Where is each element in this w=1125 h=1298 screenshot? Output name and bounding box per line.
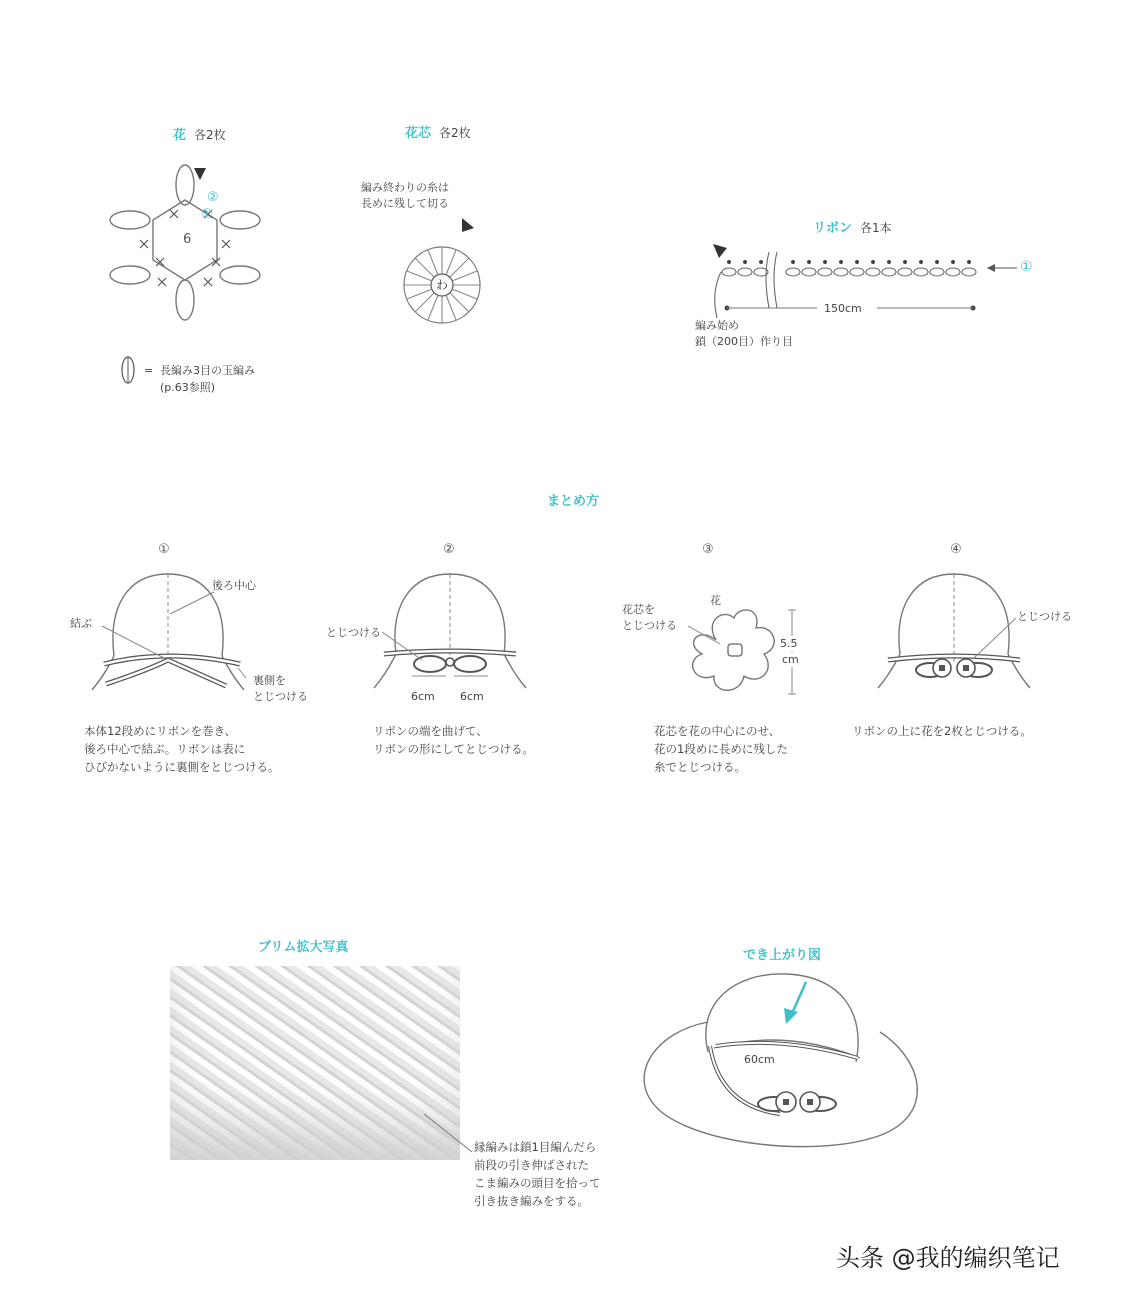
ribbon-chart (705, 240, 995, 330)
step-2-label-6cm-right: 6cm (460, 690, 484, 703)
step-1-caption-line: 本体12段めにリボンを巻き、 (84, 724, 237, 738)
brim-photo-title: ブリム拡大写真 (258, 940, 349, 955)
brim-note-line: 引き抜き編みをする。 (474, 1194, 589, 1208)
center-ring-label: わ (436, 278, 449, 292)
flower-round-1: ① (201, 207, 213, 222)
flower-title-text: 花 (173, 128, 187, 143)
center-count: 各2枚 (439, 126, 471, 140)
finished-hat (636, 962, 936, 1162)
step-3-label-unit: cm (782, 653, 799, 666)
flower-center-chart (390, 210, 500, 325)
brim-note-line: こま編みの頭目を拾って (474, 1176, 601, 1190)
step-1-caption-line: ひびかないように裏側をとじつける。 (84, 760, 280, 774)
step-4-number: ④ (950, 542, 962, 557)
ribbon-start-line1: 編み始め (695, 319, 739, 332)
flower-row-label: 6 (183, 232, 192, 247)
finished-title: でき上がり図 (743, 948, 822, 963)
flower-title (173, 124, 226, 143)
brim-photo-pointer (418, 1110, 478, 1160)
step-2-number: ② (443, 542, 455, 557)
step-1-number: ① (158, 542, 170, 557)
flower-round-2: ② (207, 190, 219, 205)
step-3-label-size: 5.5 (780, 637, 798, 650)
step-3-label-flower: 花 (710, 594, 721, 607)
step-3-label-attach: とじつける (622, 619, 677, 632)
step-2-label-6cm-left: 6cm (411, 690, 435, 703)
center-note-line2: 長めに残して切る (361, 197, 449, 210)
step-4-caption-line: リボンの上に花を2枚とじつける。 (852, 724, 1032, 738)
step-1-caption (84, 722, 280, 776)
step-3-caption-line: 糸でとじつける。 (654, 760, 746, 774)
finished-label-60cm: 60cm (744, 1053, 775, 1066)
assembly-title: まとめ方 (547, 494, 600, 509)
flower-legend-line1: 長編み3目の玉編み (160, 364, 255, 377)
flower-count: 各2枚 (194, 128, 226, 142)
step-1-label-tie: 結ぶ (70, 617, 92, 630)
center-title-text: 花芯 (405, 126, 432, 141)
step-2-caption (373, 722, 534, 758)
ribbon-length: 150cm (824, 302, 862, 315)
flower-legend-line2: (p.63参照) (160, 381, 216, 394)
step-1-label-inside: 裏側を (253, 674, 286, 687)
step-4-caption (852, 722, 1032, 740)
step-1-caption-line: 後ろ中心で結ぶ。リボンは表に (84, 742, 246, 756)
brim-photo-note (474, 1138, 601, 1210)
puff-stitch-icon (118, 354, 138, 386)
step-2-hat (372, 566, 532, 696)
step-2-caption-line: リボンの形にしてとじつける。 (373, 742, 534, 756)
step-1-label-attach: とじつける (253, 690, 308, 703)
step-3-caption-line: 花芯を花の中心にのせ、 (654, 724, 781, 738)
ribbon-title (813, 217, 892, 236)
ribbon-title-text: リボン (813, 221, 853, 236)
step-2-caption-line: リボンの端を曲げて、 (373, 724, 488, 738)
flower-legend-eq: = (144, 364, 154, 377)
step-3-label-center: 花芯を (622, 603, 655, 616)
ribbon-start-line2: 鎖（200目）作り目 (695, 335, 793, 348)
step-3-number: ③ (702, 542, 714, 557)
center-title (405, 122, 471, 141)
step-4-hat (876, 566, 1036, 696)
ribbon-count: 各1本 (860, 221, 892, 235)
step-3-caption (654, 722, 788, 776)
center-note-line1: 編み終わりの糸は (361, 181, 449, 194)
step-3-caption-line: 花の1段めに長めに残した (654, 742, 788, 756)
step-1-label-back-center: 後ろ中心 (212, 579, 256, 592)
step-4-label-attach: とじつける (1017, 610, 1072, 623)
step-2-label-attach: とじつける (326, 626, 381, 639)
brim-note-line: 縁編みは鎖1目編んだら (474, 1140, 597, 1154)
watermark: 头条 @我的编织笔记 (836, 1244, 1060, 1272)
brim-note-line: 前段の引き伸ばされた (474, 1158, 589, 1172)
ribbon-arrow-label: ① (1020, 259, 1033, 275)
brim-photo (170, 966, 460, 1160)
